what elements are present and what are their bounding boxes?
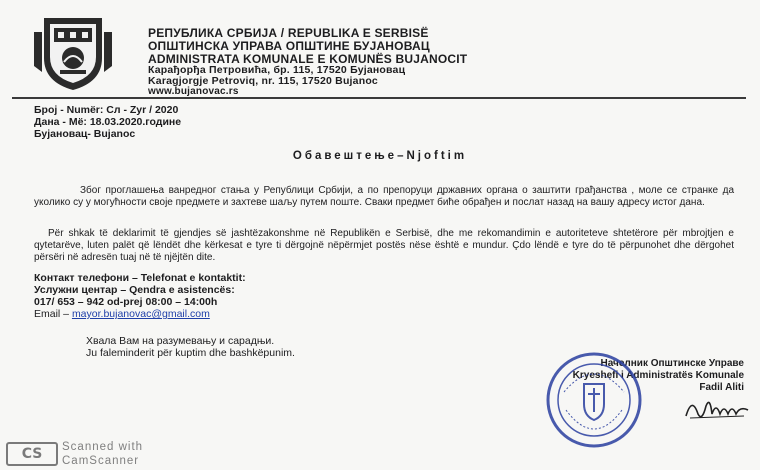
header-address-sq: Karagjorgje Petroviq, nr. 115, 17520 Bujanoc xyxy=(148,75,378,87)
scanner-line1: Scanned with xyxy=(62,441,144,453)
header-divider xyxy=(12,97,746,99)
signatory-name: Fadil Aliti xyxy=(699,382,744,393)
thanks-sr: Хвала Вам на разумевању и сарадњи. xyxy=(86,335,275,347)
signatory-title-sq: Kryeshefi i Administratës Komunale xyxy=(572,370,744,381)
handwritten-signature-icon xyxy=(682,392,752,426)
email-link[interactable]: mayor.bujanovac@gmail.com xyxy=(71,308,210,320)
scanner-line2: CamScanner xyxy=(62,455,140,467)
contact-phone: 017/ 653 – 942 od-prej 08:00 – 14:00h xyxy=(34,296,218,308)
official-stamp-icon xyxy=(544,350,644,450)
header-address-sr: Карађорђа Петровића, бр. 115, 17520 Бујановац xyxy=(148,64,406,76)
contact-email-row xyxy=(34,308,210,320)
camscanner-logo-icon: CS xyxy=(6,442,58,466)
coat-of-arms-icon xyxy=(30,12,116,92)
contact-phones-label: Контакт телефони – Telefonat e kontaktit: xyxy=(34,272,246,284)
document-title: Обавештење–Njoftim xyxy=(292,150,468,162)
notice-paragraph-sq: Për shkak të deklarimit të gjendjes së jashtëzakonshme në Republikën e Serbisë, dhe me rekomandimin e autoriteteve shtetërore për mbrojtjen e qytetarëve, luten palët që lëndët dhe kërkesat e tyre ti dërgojnë nëpërmjet postës nëse është e mundur. Çdo lëndë e tyre do të përpunohet dhe dërgohet përsëri në adresën tuaj në të njëjtën dite. xyxy=(34,228,734,263)
notice-paragraph-sr: Због проглашења ванредног стања у Републици Србији, а по препоруци државних органа о заштити грађанства , моле се странке да уколико су у могућности своје предмете и захтеве шаљу путем поште. Сваки предмет биће обрађен и послат назад на вашу адресу истог дана. xyxy=(34,185,734,208)
email-label: Email – xyxy=(34,308,70,320)
document-number: Број - Numër: Сл - Zyr / 2020 xyxy=(34,104,179,116)
document-date: Дана - Më: 18.03.2020.године xyxy=(34,116,182,128)
header-administration-sr: ОПШТИНСКА УПРАВА ОПШТИНЕ БУЈАНОВАЦ xyxy=(148,39,430,53)
header-administration-sq: ADMINISTRATA KOMUNALE E KOMUNËS BUJANOCIT xyxy=(148,52,468,66)
thanks-sq: Ju faleminderit për kuptim dhe bashkëpunim. xyxy=(86,347,295,359)
header-website: www.bujanovac.rs xyxy=(148,86,239,97)
signatory-title-sr: Начелник Општинске Управе xyxy=(600,358,744,369)
document-place: Бујановац- Bujanoc xyxy=(34,128,136,140)
header-republic: РЕПУБЛИКА СРБИЈА / REPUBLIKA E SERBISË xyxy=(148,26,429,40)
service-center-label: Услужни центар – Qendra e asistencës: xyxy=(34,284,235,296)
